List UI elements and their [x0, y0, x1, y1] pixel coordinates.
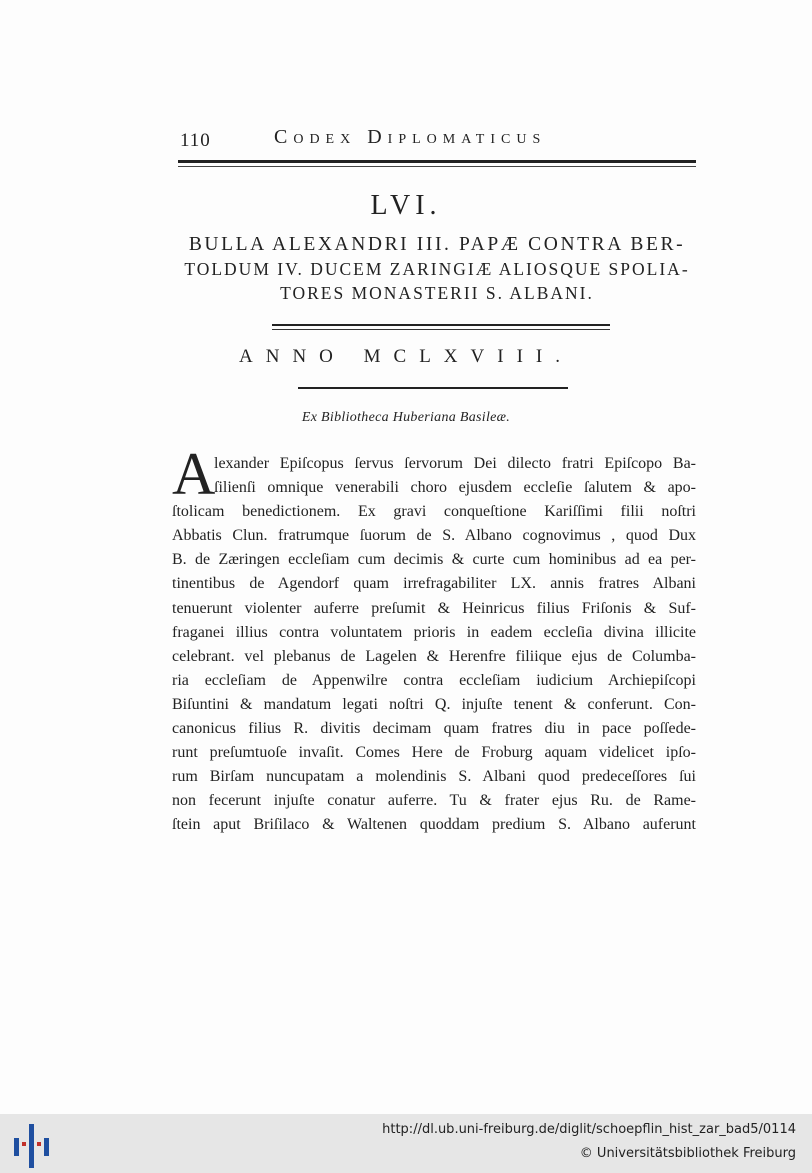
text-line: celebrant. vel plebanus de Lagelen & Herenfre filiique ejus de Columba- [172, 647, 696, 665]
text-line: tenuerunt violenter auferre preſumit & Heinricus filius Friſonis & Suf- [172, 599, 696, 617]
year-rule [298, 387, 568, 389]
title-line: TORES MONASTERII S. ALBANI. [280, 283, 594, 303]
title-rule [272, 324, 610, 326]
text-line: lexander Epiſcopus ſervus ſervorum Dei dilecto fratri Epiſcopo Ba- [214, 455, 696, 472]
text-line: ſtein aput Briſilaco & Waltenen quoddam predium S. Albano auferunt [172, 816, 696, 834]
footer-url-link[interactable]: http://dl.ub.uni-freiburg.de/diglit/schoepflin_hist_zar_bad5/0114 [382, 1122, 796, 1137]
running-title: Codex Diplomaticus [274, 126, 547, 148]
title-rule-thin [272, 329, 610, 330]
body-text [172, 452, 696, 838]
document-number: LVI. [370, 190, 442, 221]
page-header [178, 126, 696, 156]
text-line: B. de Zæringen eccleſiam cum decimis & curte cum hominibus ad ea per- [172, 551, 696, 569]
page-number: 110 [180, 130, 211, 151]
title-line: TOLDUM IV. DUCEM ZARINGIÆ ALIOSQUE SPOLIA- [184, 259, 690, 279]
text-line: ria eccleſiam de Appenwilre contra eccleſiam iudicium Archiepiſcopi [172, 671, 696, 689]
text-line: rum Birſam nuncupatam a molendinis S. Albani quod predeceſſores ſui [172, 768, 696, 786]
document-title [176, 233, 698, 305]
text-line: fraganei illius contra voluntatem prioris in eadem eccleſia divina illicite [172, 623, 696, 641]
ub-freiburg-logo-icon[interactable] [14, 1124, 50, 1168]
text-line: runt preſumtuoſe invaſit. Comes Here de Froburg aquam videlicet ipſo- [172, 744, 696, 762]
text-line: tinentibus de Agendorf quam irrefragabiliter LX. annis fratres Albani [172, 575, 696, 593]
text-line: Biſuntini & mandatum legati noſtri Q. injuſte tenent & conferunt. Con- [172, 695, 696, 713]
text-line: Abbatis Clun. fratrumque ſuorum de S. Albano cognovimus , quod Dux [172, 527, 696, 545]
source-note: Ex Bibliotheca Huberiana Basileæ. [301, 410, 511, 425]
document-year: ANNO MCLXVIII. [239, 346, 573, 367]
title-line: BULLA ALEXANDRI III. PAPÆ CONTRA BER- [188, 234, 686, 255]
text-line: ſilienſi omnique venerabili choro ejusdem eccleſie ſalutem & apo- [214, 479, 696, 497]
footer-copyright: © Universitätsbibliothek Freiburg [579, 1146, 796, 1161]
text-line: non fecerunt injuſte conatur auferre. Tu & frater ejus Ru. de Rame- [172, 792, 696, 810]
text-line: ſtolicam benedictionem. Ex gravi conqueſtione Kariſſimi filii noſtri [172, 503, 696, 521]
drop-cap: A [172, 441, 216, 507]
footer-bar [0, 1114, 812, 1173]
text-line: canonicus filius R. divitis decimam quam fratres diu in pace poſſede- [172, 720, 696, 738]
header-rule [178, 160, 696, 167]
